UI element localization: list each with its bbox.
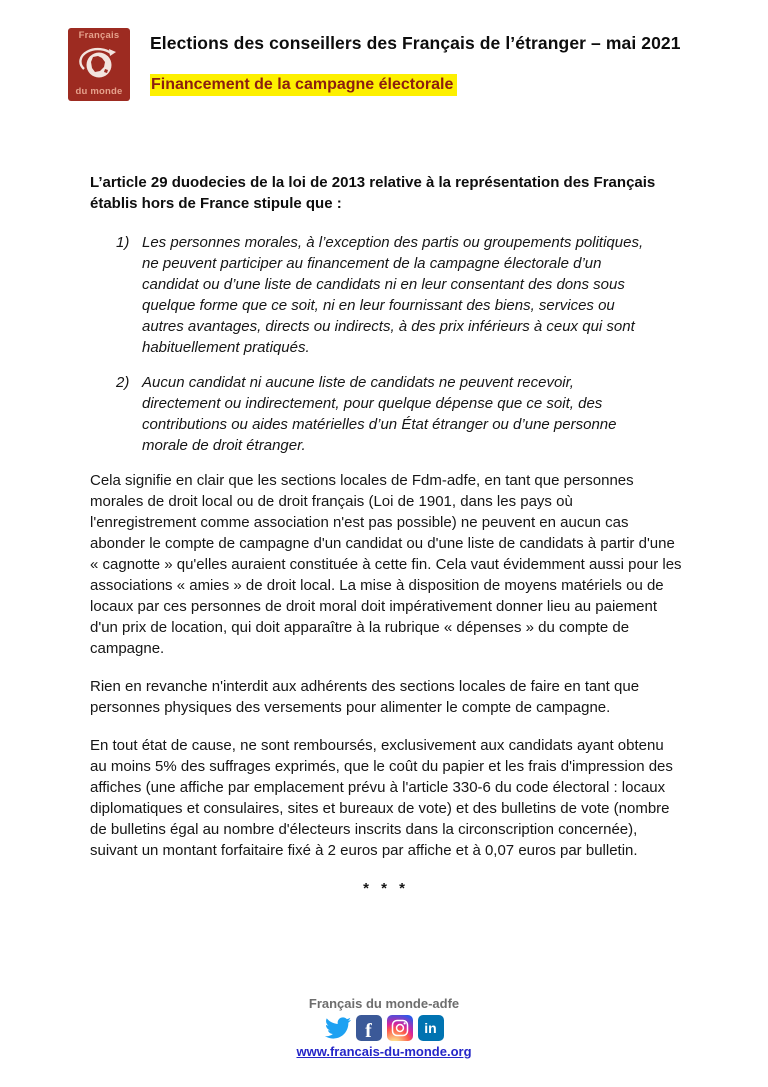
logo-bottom-text: du monde — [75, 86, 123, 97]
highlighted-subtitle-text: Financement de la campagne électorale — [150, 74, 457, 96]
list-item-1 — [90, 232, 682, 358]
body-paragraph-3: En tout état de cause, ne sont remboursés, exclusivement aux candidats ayant obtenu au moins 5% des suffrages exprimés, que le coût du papier et les frais d'impression des affiches (une affiche par emplacement prévu à l'article 330-6 du code électoral : locaux diplomatiques et consulaires, sites et bureaux de vote) et des bulletins de vote (nombre de bulletins égal au nombre d'électeurs inscrits dans la circonscription concernée), suivant un montant forfaitaire fixé à 2 euros par affiche et à 0,07 euros par bulletin. — [90, 737, 673, 859]
list-item-text: Aucun candidat ni aucune liste de candidats ne peuvent recevoir, directement ou indirectement, pour quelque dépense que ce soit, des contributions ou aides matérielles d’un État étranger ou d’une personne morale de droit étranger. — [142, 374, 617, 454]
globe-icon — [79, 45, 119, 83]
facebook-icon[interactable]: f — [356, 1015, 382, 1041]
footer-website-link[interactable]: www.francais-du-monde.org — [296, 1044, 472, 1059]
list-item-number: 2) — [116, 374, 130, 391]
document-body — [90, 172, 682, 899]
list-item-2 — [90, 372, 682, 456]
law-articles-list — [90, 232, 682, 456]
org-logo — [68, 28, 130, 101]
page-subtitle — [150, 76, 457, 94]
list-item-text: Les personnes morales, à l’exception des partis ou groupements politiques, ne peuvent participer au financement de la campagne électorale d’un candidat ou d’une liste de candidats ni en leur consentant des dons sous quelque forme que ce soit, ni en leur fournissant des biens, services ou autres avantages, directs ou indirects, à des prix inférieurs à ceux qui sont habituellement pratiqués. — [142, 234, 644, 356]
section-separator: * * * — [363, 880, 409, 897]
intro-paragraph: L’article 29 duodecies de la loi de 2013 relative à la représentation des Français établis hors de France stipule que : — [90, 174, 656, 212]
body-paragraph-2: Rien en revanche n'interdit aux adhérents des sections locales de faire en tant que personnes physiques des versements pour alimenter le compte de campagne. — [90, 678, 640, 716]
twitter-icon[interactable] — [325, 1015, 351, 1041]
instagram-icon[interactable] — [387, 1015, 413, 1041]
page-footer — [0, 996, 768, 1059]
list-item-number: 1) — [116, 234, 130, 251]
logo-top-text: Français — [78, 30, 120, 41]
page-title: Elections des conseillers des Français de l’étranger – mai 2021 — [150, 33, 681, 53]
linkedin-icon[interactable]: in — [418, 1015, 444, 1041]
footer-org-name: Français du monde-adfe — [308, 996, 460, 1011]
social-icons-row — [325, 1014, 444, 1041]
body-paragraph-1: Cela signifie en clair que les sections locales de Fdm-adfe, en tant que personnes morales de droit local ou de droit français (Loi de 1901, dans les pays où l'enregistrement comme association n'est pas possible) ne peuvent en aucun cas abonder le compte de campagne d'un candidat ou d'une liste de candidats à partir d'une « cagnotte » qu'elles auraient constituée à cette fin. Cela vaut évidemment aussi pour les associations « amies » de droit local. La mise à disposition de moyens matériels ou de locaux par ces personnes de droit moral doit impérativement donner lieu au paiement d'un prix de location, qui doit apparaître à la rubrique « dépenses » du compte de campagne. — [90, 472, 682, 657]
